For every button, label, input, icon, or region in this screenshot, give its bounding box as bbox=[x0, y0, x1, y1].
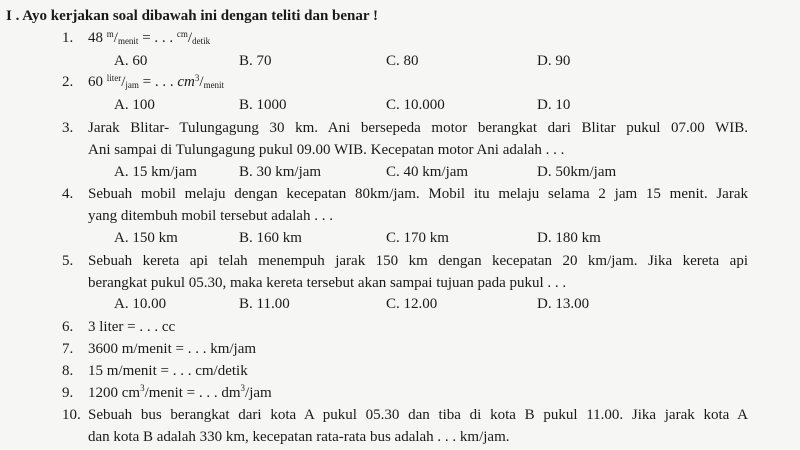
question-1-option-b: B. 70 bbox=[239, 53, 272, 69]
question-5-option-c: C. 12.00 bbox=[386, 296, 438, 312]
section-header: I . Ayo kerjakan soal dibawah ini dengan teliti dan benar ! bbox=[6, 8, 379, 24]
question-2-text: 60 $^{liter}/_{jam}$ = . . . $cm^3/_{menit}$ bbox=[88, 73, 225, 90]
question-1-option-c: C. 80 bbox=[386, 53, 419, 69]
question-3-option-a: A. 15 km/jam bbox=[114, 164, 197, 180]
question-1-text: 48 $^m/_{menit}$ = . . . $^{cm}/_{detik}$ bbox=[88, 29, 211, 46]
question-2-number: 2. bbox=[62, 74, 74, 90]
question-1-option-d: D. 90 bbox=[537, 53, 571, 69]
question-7-text: 3600 m/menit = . . . km/jam bbox=[88, 341, 257, 357]
question-1-number: 1. bbox=[62, 30, 74, 46]
question-5-number: 5. bbox=[62, 253, 74, 269]
question-3-option-b: B. 30 km/jam bbox=[239, 164, 322, 180]
question-5-option-b: B. 11.00 bbox=[239, 296, 290, 312]
question-4-line-2: yang ditembuh mobil tersebut adalah . . . bbox=[88, 208, 333, 224]
question-2-option-c: C. 10.000 bbox=[386, 97, 445, 113]
question-5-line-1: Sebuah kereta api telah menempuh jarak 150 km dengan kecepatan 20 km/jam. Jika kereta api bbox=[88, 253, 748, 269]
question-8-text: 15 m/menit = . . . cm/detik bbox=[88, 363, 248, 379]
question-2-option-d: D. 10 bbox=[537, 97, 571, 113]
question-8-number: 8. bbox=[62, 363, 74, 379]
question-10-line-2: dan kota B adalah 330 km, kecepatan rata-rata bus adalah . . . km/jam. bbox=[88, 429, 510, 445]
question-4-line-1: Sebuah mobil melaju dengan kecepatan 80km/jam. Mobil itu melaju selama 2 jam 15 menit. Jarak bbox=[88, 186, 748, 202]
question-3-option-c: C. 40 km/jam bbox=[386, 164, 469, 180]
question-4-option-d: D. 180 km bbox=[537, 230, 601, 246]
question-5-option-d: D. 13.00 bbox=[537, 296, 590, 312]
question-6-text: 3 liter = . . . cc bbox=[88, 319, 176, 335]
question-7-number: 7. bbox=[62, 341, 74, 357]
question-9-text: 1200 $cm^3$/menit = . . . $dm^3$/jam bbox=[88, 383, 272, 401]
question-3-number: 3. bbox=[62, 120, 74, 136]
question-1-option-a: A. 60 bbox=[114, 53, 148, 69]
question-4-option-c: C. 170 km bbox=[386, 230, 449, 246]
question-3-line-1: Jarak Blitar- Tulungagung 30 km. Ani bersepeda motor berangkat dari Blitar pukul 07.00 WIB. bbox=[88, 120, 748, 136]
question-3-option-d: D. 50km/jam bbox=[537, 164, 617, 180]
question-2-option-b: B. 1000 bbox=[239, 97, 287, 113]
question-5-option-a: A. 10.00 bbox=[114, 296, 167, 312]
question-9-number: 9. bbox=[62, 385, 74, 401]
question-5-line-2: berangkat pukul 05.30, maka kereta tersebut akan sampai tujuan pada pukul . . . bbox=[88, 275, 567, 291]
question-4-number: 4. bbox=[62, 186, 74, 202]
question-10-line-1: Sebuah bus berangkat dari kota A pukul 05.30 dan tiba di kota B pukul 11.00. Jika jarak kota A bbox=[88, 407, 748, 423]
question-4-option-b: B. 160 km bbox=[239, 230, 302, 246]
question-6-number: 6. bbox=[62, 319, 74, 335]
question-4-option-a: A. 150 km bbox=[114, 230, 178, 246]
question-3-line-2: Ani sampai di Tulungagung pukul 09.00 WIB. Kecepatan motor Ani adalah . . . bbox=[88, 142, 565, 158]
question-2-option-a: A. 100 bbox=[114, 97, 155, 113]
question-10-number: 10. bbox=[62, 407, 81, 423]
